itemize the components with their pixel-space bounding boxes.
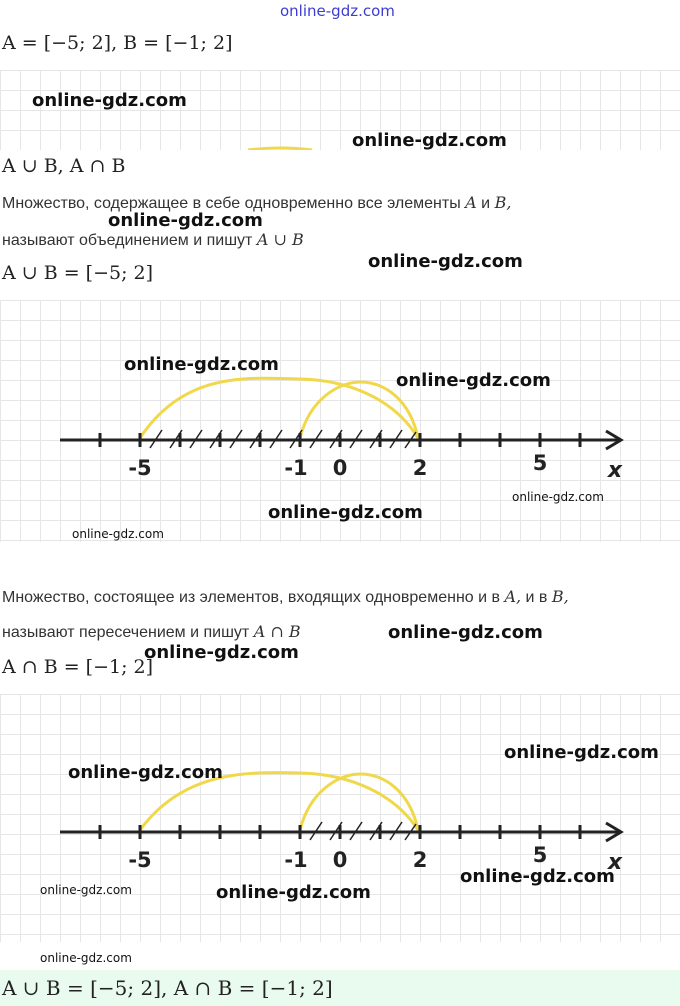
watermark: online-gdz.com xyxy=(368,251,523,272)
task-operations-text: A ∪ B, A ∩ B xyxy=(2,155,126,177)
watermark: online-gdz.com xyxy=(512,490,604,504)
watermark: online-gdz.com xyxy=(72,527,164,541)
watermark: online-gdz.com xyxy=(352,130,507,151)
axis-variable-x: x xyxy=(607,850,623,875)
var-a: A xyxy=(465,193,477,212)
union-symbol: A ∪ B xyxy=(256,230,304,249)
intersection-result xyxy=(2,656,153,678)
union-def-text2: называют объединением и пишут xyxy=(2,232,253,249)
watermark: online-gdz.com xyxy=(460,866,615,887)
sets-definition xyxy=(2,32,233,54)
union-def-text: Множество, содержащее в себе одновременно все элементы xyxy=(2,195,461,212)
tick-label-minus5: -5 xyxy=(128,848,152,872)
final-answer: A ∪ B = [−5; 2], A ∩ B = [−1; 2] xyxy=(2,976,333,1000)
watermark: online-gdz.com xyxy=(32,90,187,111)
final-answer-box xyxy=(0,970,680,1006)
var-b: B, xyxy=(494,193,512,212)
watermark: online-gdz.com xyxy=(216,882,371,903)
inter-def-text: Множество, состоящее из элементов, входящих одновременно и в xyxy=(2,589,500,606)
and-word: и в xyxy=(525,589,548,606)
tick-label-5: 5 xyxy=(532,451,548,475)
tick-label-2: 2 xyxy=(412,456,428,480)
watermark: online-gdz.com xyxy=(144,642,299,663)
watermark: online-gdz.com xyxy=(40,883,132,897)
intersection-graph xyxy=(0,694,680,942)
task-operations xyxy=(2,155,125,177)
union-result-text: A ∪ B = [−5; 2] xyxy=(2,262,154,284)
watermark-top: online-gdz.com xyxy=(280,2,395,20)
axis-variable-x: x xyxy=(607,458,623,483)
tick-label-2: 2 xyxy=(412,848,428,872)
tick-label-minus1: -1 xyxy=(284,848,308,872)
union-result xyxy=(2,262,153,284)
watermark: online-gdz.com xyxy=(40,951,132,965)
and-word: и xyxy=(481,195,491,212)
tick-label-0: 0 xyxy=(332,848,348,872)
watermark: online-gdz.com xyxy=(268,502,423,523)
var-a: A, xyxy=(504,587,522,606)
watermark: online-gdz.com xyxy=(108,210,263,231)
sets-definition-text: A = [−5; 2], B = [−1; 2] xyxy=(2,32,233,54)
intersection-result-text: A ∩ B = [−1; 2] xyxy=(2,656,154,678)
watermark: online-gdz.com xyxy=(396,370,551,391)
var-b: B, xyxy=(551,587,569,606)
intersection-definition-line2 xyxy=(2,622,301,642)
inter-def-text2: называют пересечением и пишут xyxy=(2,624,250,641)
intersection-number-line xyxy=(0,694,680,942)
watermark: online-gdz.com xyxy=(388,622,543,643)
watermark: online-gdz.com xyxy=(68,762,223,783)
tick-label-minus5: -5 xyxy=(128,456,152,480)
tick-label-0: 0 xyxy=(332,456,348,480)
intersection-symbol: A ∩ B xyxy=(253,622,301,641)
union-definition-line2 xyxy=(2,230,304,250)
watermark: online-gdz.com xyxy=(504,742,659,763)
watermark: online-gdz.com xyxy=(124,354,279,375)
arc-b xyxy=(300,774,418,830)
arc-a xyxy=(140,378,418,438)
tick-label-minus1: -1 xyxy=(284,456,308,480)
intersection-definition-line1 xyxy=(2,587,569,607)
tick-label-5: 5 xyxy=(532,843,548,867)
